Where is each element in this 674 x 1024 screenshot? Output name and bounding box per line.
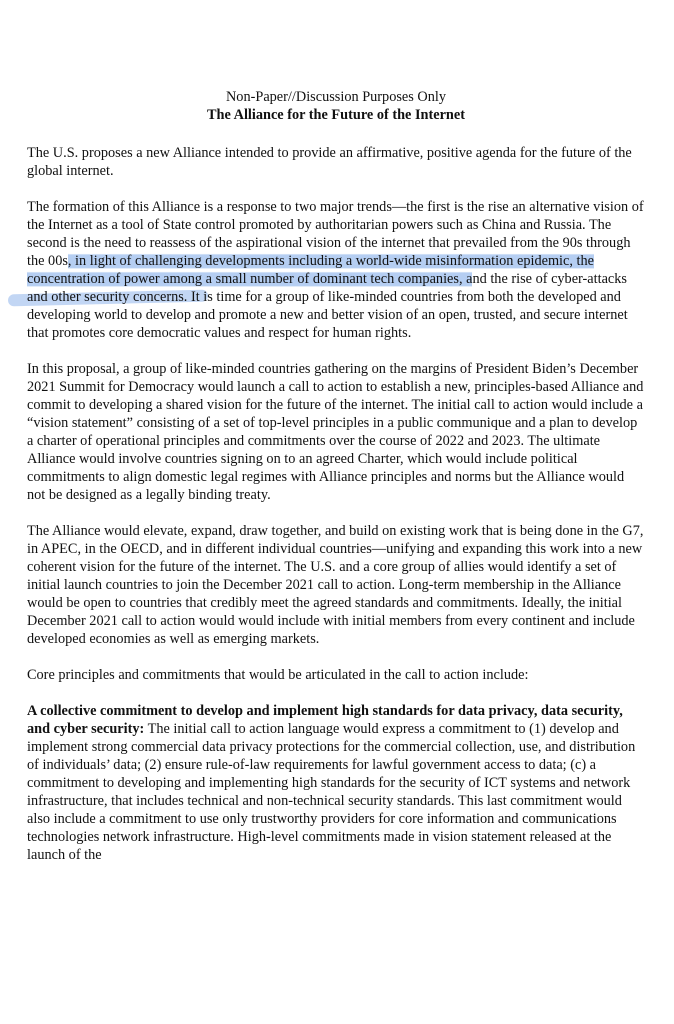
commitment-paragraph (27, 702, 645, 864)
formation-paragraph (27, 198, 645, 342)
proposal-paragraph: In this proposal, a group of like-minded countries gathering on the margins of President Biden’s December 2021 Summit for Democracy would launch a call to action to establish a new, principles-based Alliance and commit to developing a shared vision for the future of the internet. The initial call to action would include a “vision statement” consisting of a set of top-level principles in a public communique and a plan to develop a charter of operational principles and commitments over the course of 2022 and 2023. The ultimate Alliance would involve countries signing on to an agreed Charter, which would include political commitments to align domestic legal regimes with Alliance principles and norms but the Alliance would not be designed as a legally binding treaty. (27, 361, 644, 503)
formation-text-start: The formation of this Alliance is a response to two major trends—the first is the rise an alternative vision of the Internet as a tool of State control promoted by authoritarian powers such as China and Russia. The second is the need to reassess of the aspirational vision of the internet that prevailed from the 90s through the 00s (27, 199, 644, 269)
elevate-paragraph: The Alliance would elevate, expand, draw together, and build on existing work that is being done in the G7, in APEC, in the OECD, and in different individual countries—unifying and expanding this work into a new coherent vision for the future of the internet. The U.S. and a core group of allies would identify a set of initial launch countries to join the December 2021 call to action. Long-term membership in the Alliance would be open to countries that credibly meet the agreed standards and commitments. Ideally, the initial December 2021 call to action would would include with initial members from every continent and include developed economies as well as emerging markets. (27, 523, 644, 647)
commitment-body: The initial call to action language would express a commitment to (1) develop and implement strong commercial data privacy protections for the commercial collection, use, and distribution of individuals’ data; (2) ensure rule-of-law requirements for lawful government access to data; (c) a commitment to developing and implementing high standards for the security of ICT systems and network infrastructure, that includes technical and non-technical security standards. This last commitment would also include a commitment to use only trustworthy providers for core information and communications technologies network infrastructure. High-level commitments made in vision statement released at the launch of the (27, 721, 636, 863)
document-body (27, 88, 645, 882)
document-title: The Alliance for the Future of the Internet (207, 107, 465, 123)
core-principles-intro: Core principles and commitments that would be articulated in the call to action include: (27, 667, 529, 683)
document-header (27, 88, 645, 124)
highlighted-text: , in light of challenging developments including a world-wide misinformation epidemic, the concentration of power among a small number of dominant tech companies, a (27, 253, 594, 287)
intro-paragraph: The U.S. proposes a new Alliance intended to provide an affirmative, positive agenda for the future of the global internet. (27, 145, 632, 179)
commitment-heading: A collective commitment to develop and implement high standards for data privacy, data security, and cyber security: (27, 703, 623, 737)
classification-marking: Non-Paper//Discussion Purposes Only (225, 89, 446, 105)
formation-text-end: nd the rise of cyber-attacks and other security concerns. It is time for a group of like-minded countries from both the developed and developing world to develop and promote a new and better vision of an open, trusted, and secure internet that promotes core democratic values and respect for human rights. (27, 271, 628, 341)
